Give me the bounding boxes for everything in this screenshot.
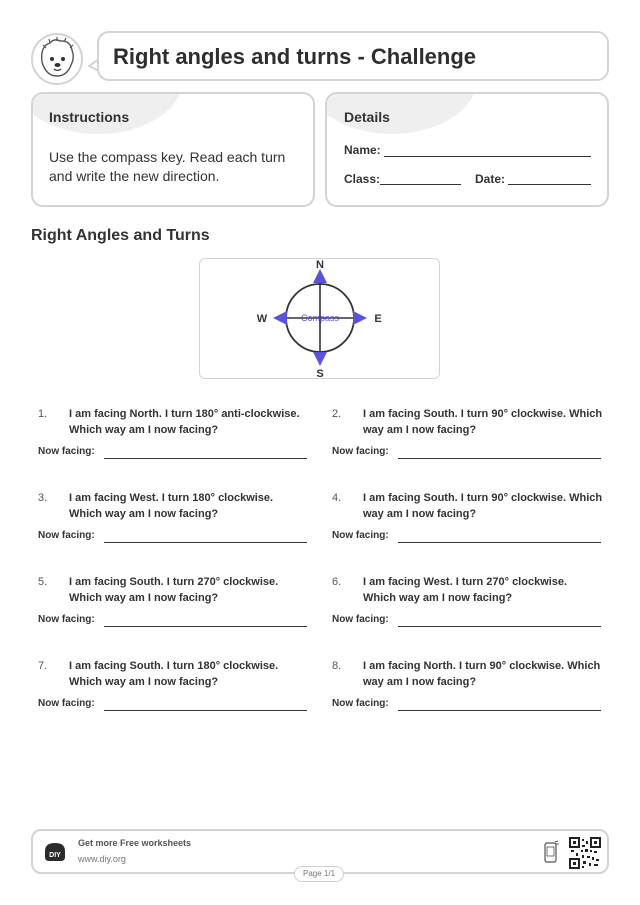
title-card [97,31,609,81]
west-arrow [273,311,287,325]
answer-field[interactable] [104,458,307,459]
question-number: 5. [38,576,48,588]
page-indicator: Page 1/1 [294,866,344,882]
compass-east-label: E [374,313,382,325]
answer-field[interactable] [398,458,601,459]
answer-field[interactable] [398,626,601,627]
question-text: I am facing North. I turn 180° anti-clockwise. Which way am I now facing? [69,408,300,436]
instructions-card [31,92,315,207]
answer-label: Now facing: [332,446,389,457]
name-label: Name: [344,143,381,157]
east-arrow [353,311,367,325]
answer-field[interactable] [104,626,307,627]
answer-field[interactable] [398,542,601,543]
question-number: 8. [332,660,342,672]
diy-logo[interactable] [43,841,67,863]
instructions-text: Use the compass key. Read each turn and write the new direction. [49,149,286,184]
answer-label: Now facing: [38,698,95,709]
question-number: 1. [38,408,48,420]
answer-label: Now facing: [332,614,389,625]
question-text: I am facing South. I turn 180° clockwise. Which way am I now facing? [69,660,279,688]
svg-text:DIY: DIY [49,852,61,859]
date-label: Date: [475,172,506,186]
question-number: 6. [332,576,342,588]
answer-field[interactable] [104,542,307,543]
date-field[interactable] [508,184,591,185]
name-field[interactable] [384,156,591,157]
south-arrow [313,352,327,366]
answer-label: Now facing: [332,698,389,709]
answer-label: Now facing: [38,614,95,625]
answer-label: Now facing: [38,530,95,541]
qr-code-icon[interactable] [569,837,601,869]
answer-label: Now facing: [38,446,95,457]
instructions-heading: Instructions [49,109,130,125]
question-number: 2. [332,408,342,420]
question-number: 3. [38,492,48,504]
class-label: Class: [344,172,381,186]
question-number: 7. [38,660,48,672]
details-heading: Details [344,109,390,125]
compass-north-label: N [316,259,324,271]
north-arrow [313,269,327,283]
answer-field[interactable] [398,710,601,711]
page-title: Right angles and turns - Challenge [113,44,477,69]
question-text: I am facing West. I turn 270° clockwise. Which way am I now facing? [363,576,568,604]
question-text: I am facing South. I turn 270° clockwise. Which way am I now facing? [69,576,279,604]
question-text: I am facing North. I turn 90° clockwise. Which way am I now facing? [363,660,601,688]
compass-diagram [199,258,440,379]
question-text: I am facing South. I turn 90° clockwise. Which way am I now facing? [363,408,603,436]
question-text: I am facing West. I turn 180° clockwise. Which way am I now facing? [69,492,274,520]
question-number: 4. [332,492,342,504]
class-field[interactable] [380,184,461,185]
details-card [325,92,609,207]
phone-icon [543,840,559,864]
compass-west-label: W [256,313,268,325]
footer-promo-text: Get more Free worksheets [78,838,192,848]
section-title: Right Angles and Turns [31,227,210,244]
mascot-avatar [30,32,84,86]
question-text: I am facing South. I turn 90° clockwise. Which way am I now facing? [363,492,603,520]
footer-website-link[interactable]: www.diy.org [78,854,126,864]
answer-field[interactable] [104,710,307,711]
compass-center-label: Compass [300,313,340,323]
answer-label: Now facing: [332,530,389,541]
compass-south-label: S [316,368,324,377]
